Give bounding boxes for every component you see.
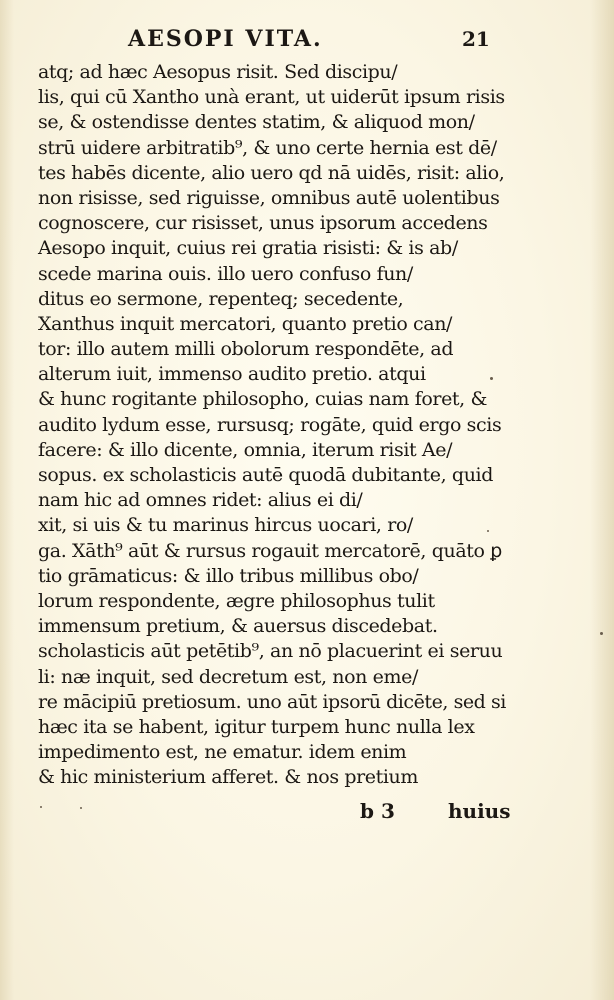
text-line: nam hic ad omnes ridet: alius ei di/ bbox=[38, 489, 363, 512]
text-line: facere: & illo dicente, omnia, iterum risit Ae/ bbox=[38, 438, 453, 461]
ink-speck bbox=[40, 806, 42, 808]
text-line: ga. Xāth⁹ aūt & rursus rogauit mercatorē, quāto ꝑ bbox=[38, 539, 502, 562]
signature-mark: b 3 bbox=[360, 799, 395, 823]
text-line: strū uidere arbitratib⁹, & uno certe hernia est dē/ bbox=[38, 136, 497, 159]
page-header bbox=[0, 26, 614, 56]
text-line: sopus. ex scholasticis autē quodā dubitante, quid bbox=[38, 464, 493, 486]
text-line: scholasticis aūt petētib⁹, an nō placuerint ei seruu bbox=[38, 640, 503, 663]
text-line: xit, si uis & tu marinus hircus uocari, ro/ bbox=[38, 514, 413, 537]
gutter-shadow bbox=[0, 0, 14, 1000]
text-line: & hic ministerium afferet. & nos pretium bbox=[38, 766, 418, 789]
text-line: impedimento est, ne ematur. idem enim bbox=[38, 741, 407, 764]
ink-speck bbox=[490, 377, 493, 380]
text-line: cognoscere, cur risisset, unus ipsorum accedens bbox=[38, 212, 488, 235]
text-line: se, & ostendisse dentes statim, & aliquod mon/ bbox=[38, 111, 475, 134]
text-line: atq; ad hæc Aesopus risit. Sed discipu/ bbox=[38, 61, 398, 83]
text-line: tio grāmaticus: & illo tribus millibus obo/ bbox=[38, 564, 419, 587]
running-title: AESOPI VITA. bbox=[128, 26, 323, 52]
text-line: audito lydum esse, rursusq; rogāte, quid ergo scis bbox=[38, 413, 502, 436]
text-line: li: næ inquit, sed decretum est, non eme/ bbox=[38, 665, 418, 688]
folio-number: 21 bbox=[462, 27, 490, 51]
text-line: non risisse, sed riguisse, omnibus autē uolentibus bbox=[38, 186, 500, 209]
text-line: tor: illo autem milli obolorum respondēte, ad bbox=[38, 338, 454, 361]
text-line: tes habēs dicente, alio uero qd nā uidēs, risit: alio, bbox=[38, 161, 505, 184]
text-line: re mācipiū pretiosum. uno aūt ipsorū dicēte, sed si bbox=[38, 690, 506, 713]
text-line: Aesopo inquit, cuius rei gratia risisti: & is ab/ bbox=[38, 237, 458, 260]
ink-speck bbox=[80, 807, 82, 809]
page-edge-shadow bbox=[590, 0, 614, 1000]
page-footer bbox=[0, 799, 614, 829]
text-line: scede marina ouis. illo uero confuso fun/ bbox=[38, 262, 413, 285]
catchword: huius bbox=[448, 799, 511, 823]
text-line: Xanthus inquit mercatori, quanto pretio can/ bbox=[38, 312, 453, 335]
text-line: lorum respondente, ægre philosophus tulit bbox=[38, 589, 435, 612]
text-line: immensum pretium, & auersus discedebat. bbox=[38, 615, 438, 638]
text-line: & hunc rogitante philosopho, cuias nam foret, & bbox=[38, 388, 487, 411]
text-line: alterum iuit, immenso audito pretio. atqui bbox=[38, 363, 426, 386]
body-text bbox=[38, 60, 508, 790]
text-line: hæc ita se habent, igitur turpem hunc nulla lex bbox=[38, 715, 475, 738]
text-line: lis, qui cū Xantho unà erant, ut uiderūt ipsum risis bbox=[38, 86, 505, 109]
text-line: ditus eo sermone, repenteq; secedente, bbox=[38, 287, 404, 310]
ink-speck bbox=[600, 632, 603, 635]
ink-speck bbox=[487, 530, 489, 532]
